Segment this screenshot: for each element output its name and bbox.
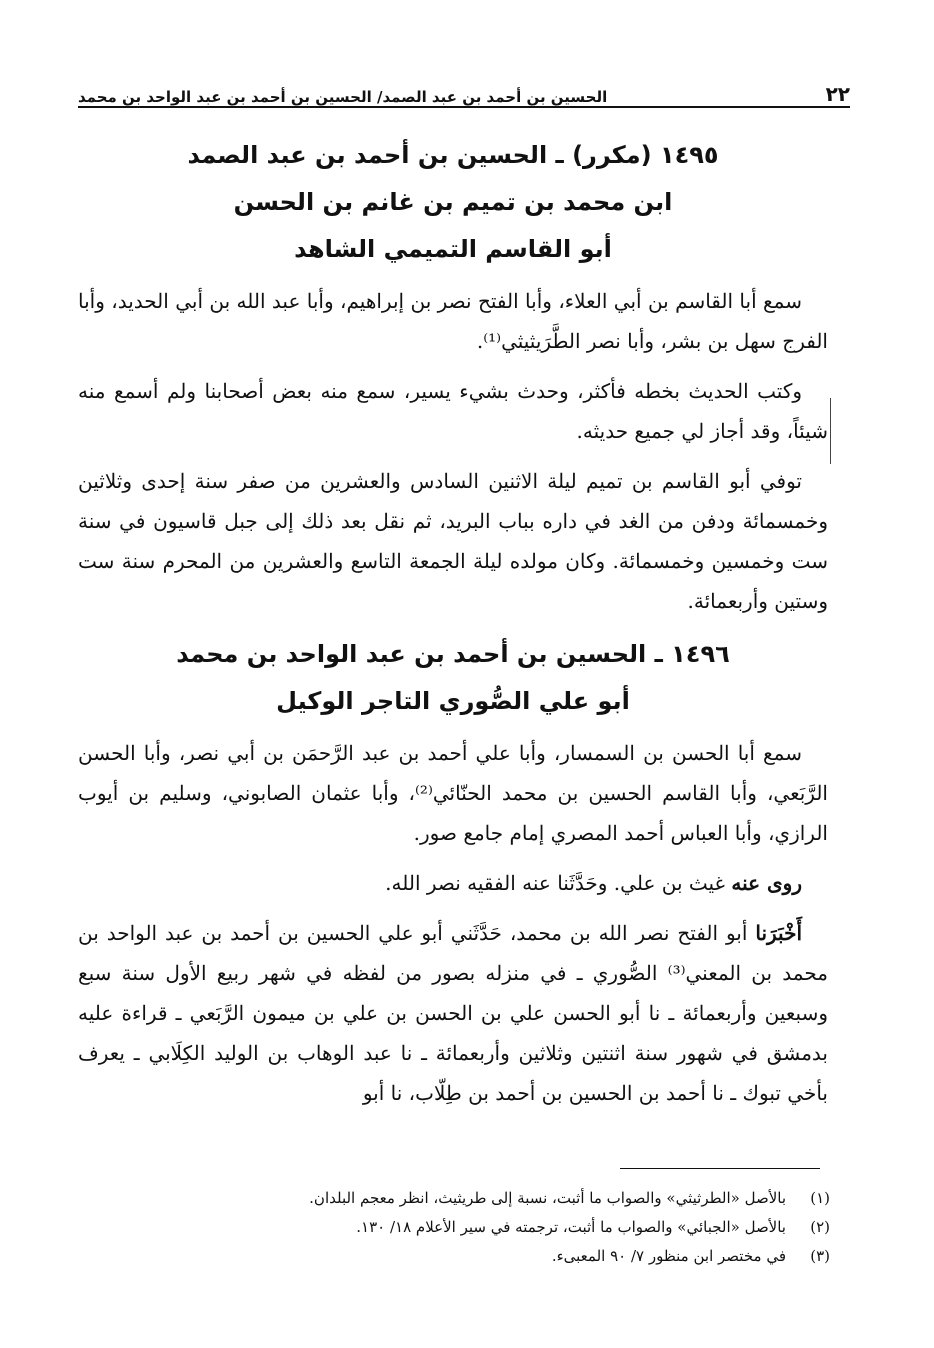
page-body bbox=[78, 132, 828, 1123]
entry-1496-title-line-1: ١٤٩٦ ـ الحسين بن أحمد بن عبد الواحد بن محمد bbox=[176, 640, 730, 668]
footnote-text: بالأصل «الجبائي» والصواب ما أثبت، ترجمته في سير الأعلام ١٨/ ١٣٠. bbox=[356, 1218, 786, 1236]
footnote-text: في مختصر ابن منظور ٧/ ٩٠ المعبىء. bbox=[551, 1247, 786, 1265]
margin-mark bbox=[830, 398, 831, 464]
running-header bbox=[78, 70, 850, 106]
running-title: الحسين بن أحمد بن عبد الصمد/ الحسين بن أحمد بن عبد الواحد بن محمد bbox=[78, 88, 608, 106]
footnote-number: (٢) bbox=[810, 1218, 830, 1236]
isnad-text: أبو الفتح نصر الله بن محمد، حَدَّثَني أبو علي الحسين بن أحمد بن عبد الواحد بن محمد بن المعني⁽³⁾ الصُّوري ـ في منزله بصور من لفظه في شهر ربيع الأول سنة سبع وسبعين وأربعمائة ـ نا أبو الحسن علي بن الحسن بن علي بن ميمون الرَّبَعي ـ قراءة عليه بدمشق في شهور سنة اثنتين وثلاثين وأربعمائة ـ نا عبد الوهاب بن الوليد الكِلَابي ـ يعرف بأخي تبوك ـ نا أحمد بن الحسين بن أحمد بن طِلّاب، نا أبو bbox=[78, 921, 828, 1105]
entry-1495-paragraph-1: سمع أبا القاسم بن أبي العلاء، وأبا الفتح نصر بن إبراهيم، وأبا عبد الله بن أبي الحديد، وأبا الفرج سهل بن بشر، وأبا نصر الطَّرَيثيثي⁽¹⁾. bbox=[78, 289, 828, 353]
entry-1496-paragraph-3 bbox=[78, 913, 828, 1113]
entry-1496-title-line-2: أبو علي الصُّوري التاجر الوكيل bbox=[276, 687, 630, 715]
entry-1496-paragraph-2 bbox=[78, 863, 828, 903]
header-rule bbox=[78, 106, 850, 108]
entry-1496-paragraph-1: سمع أبا الحسن بن السمسار، وأبا علي أحمد بن عبد الرَّحمَن بن أبي نصر، وأبا الحسن الرَّبَعي، وأبا القاسم الحسين بن محمد الحنّائي⁽²⁾، وأبا عثمان الصابوني، وسليم بن أيوب الرازي، وأبا العباس أحمد المصري إمام جامع صور. bbox=[78, 741, 828, 845]
entry-1495-paragraph-3: توفي أبو القاسم بن تميم ليلة الاثنين السادس والعشرين من صفر سنة إحدى وثلاثين وخمسمائة ودفن من الغد في داره بباب البريد، ثم نقل بعد ذلك إلى جبل قاسيون في سنة ست وخمسين وخمسمائة. وكان مولده ليلة الجمعة التاسع والعشرين من المحرم سنة ست وستين وأربعمائة. bbox=[78, 469, 828, 613]
footnotes bbox=[200, 1184, 830, 1271]
footnote bbox=[200, 1213, 830, 1242]
narrated-by-label: روى عنه bbox=[731, 871, 802, 895]
entry-1495-title-line-1: ١٤٩٥ (مكرر) ـ الحسين بن أحمد بن عبد الصمد bbox=[187, 141, 719, 169]
footnote-number: (١) bbox=[810, 1189, 830, 1207]
footnote-number: (٣) bbox=[810, 1247, 830, 1265]
entry-1495-paragraph-2: وكتب الحديث بخطه فأكثر، وحدث بشيء يسير، سمع منه بعض أصحابنا ولم أسمع منه شيئاً، وقد أجاز لي جميع حديثه. bbox=[78, 379, 828, 443]
footnote-text: بالأصل «الطرثيثي» والصواب ما أثبت، نسبة إلى طريثيث، انظر معجم البلدان. bbox=[309, 1189, 786, 1207]
isnad-start-label: أَخْبَرَنا bbox=[755, 921, 802, 945]
footnote-rule bbox=[620, 1168, 820, 1169]
narrated-by-text: غيث بن علي. وحَدَّثَنا عنه الفقيه نصر الله. bbox=[385, 871, 732, 895]
footnote bbox=[200, 1242, 830, 1271]
entry-1495-title-line-2: ابن محمد بن تميم بن غانم بن الحسن bbox=[233, 188, 673, 216]
footnote bbox=[200, 1184, 830, 1213]
page-number: ٢٢ bbox=[825, 82, 850, 106]
entry-1495-title-line-3: أبو القاسم التميمي الشاهد bbox=[294, 235, 612, 263]
